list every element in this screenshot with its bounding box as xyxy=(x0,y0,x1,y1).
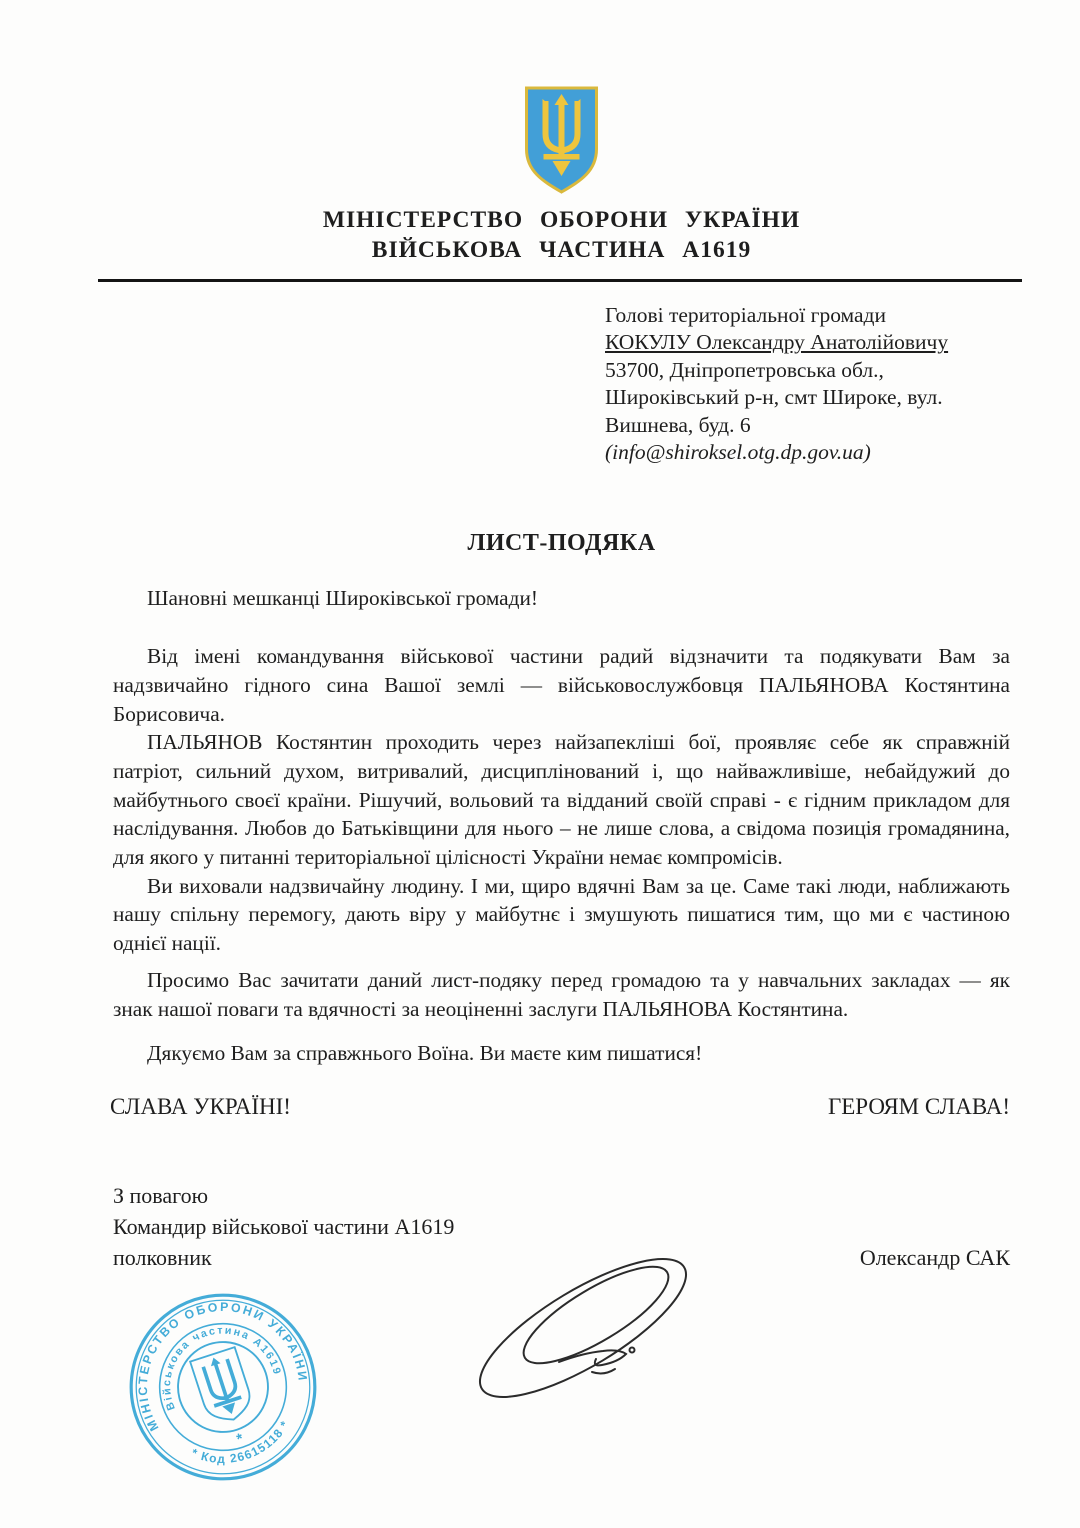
salutation: Шановні мешканці Широківської громади! xyxy=(147,586,538,611)
signoff-position: Командир військової частини А1619 xyxy=(113,1213,455,1239)
handwritten-signature xyxy=(463,1238,711,1416)
letter-content xyxy=(0,85,1080,1273)
svg-text:МІНІСТЕРСТВО ОБОРОНИ УКРАЇНИ xyxy=(128,1292,313,1434)
paragraph-4: Просимо Вас зачитати даний лист-подяку перед громадою та у навчальних закладах — як знак нашої поваги та вдячності за неоціненні заслуги ПАЛЬЯНОВА Костянтина. xyxy=(113,967,1010,1021)
recipient-address-line1: 53700, Дніпропетровська обл., xyxy=(605,357,884,382)
ukraine-coat-of-arms-icon xyxy=(523,85,600,195)
signoff-name: Олександр САК xyxy=(859,1244,1010,1270)
signoff-regards: З повагою xyxy=(113,1182,209,1208)
military-unit-title: ВІЙСЬКОВА ЧАСТИНА А1619 xyxy=(371,237,752,263)
recipient-name: КОКУЛУ Олександру Анатолійовичу xyxy=(605,330,949,355)
slogans-row xyxy=(110,1094,1010,1120)
stamp-center-asterisk: * xyxy=(234,1430,246,1449)
slogan-right: ГЕРОЯМ СЛАВА! xyxy=(827,1093,1010,1119)
signoff-left xyxy=(113,1180,454,1273)
header-divider xyxy=(98,279,1022,282)
letter-title: ЛИСТ-ПОДЯКА xyxy=(467,530,656,557)
recipient-address-line2: Широківський р-н, смт Широке, вул. xyxy=(605,385,943,410)
signoff-rank: полковник xyxy=(113,1244,212,1270)
recipient-address-line3: Вишнева, буд. 6 xyxy=(605,412,751,437)
stamp-trident-icon xyxy=(190,1347,256,1427)
paragraph-2: ПАЛЬЯНОВ Костянтин проходить через найзапекліші бої, проявляє себе як справжній патріот, сильний духом, витривалий, дисциплінований і, що найважливіше, небайдужий до майбутнього своєї країни. Рішучий, вольовий та відданий своїй справі - є гідним прикладом для наслідування. Любов до Батьківщини для нього – не лише слова, а свідома позиція громадянина, для якого у питанні територіальної цілісності України немає компромісів. xyxy=(113,730,1010,870)
paragraph-1: Від імені командування військової частини радий відзначити та подякувати Вам за надзвичайно гідного сина Вашої землі — військовослужбовця ПАЛЬЯНОВА Костянтина Борисовича. xyxy=(113,644,1010,726)
recipient-role: Голові територіальної громади xyxy=(605,303,886,327)
paragraph-3: Ви виховали надзвичайну людину. І ми, щиро вдячні Вам за це. Саме такі люди, наближають нашу спільну перемогу, дають віру у майбутнє і змушують пишатися тим, що ми є частиною однієї нації. xyxy=(113,873,1010,956)
military-unit-stamp xyxy=(128,1292,318,1482)
recipient-block xyxy=(605,302,1010,466)
stamp-inner-text: Військова частина А1619 xyxy=(161,1324,284,1412)
stamp-code-text: * Код 26615118 * xyxy=(189,1417,293,1467)
thanks-line: Дякуємо Вам за справжнього Воїна. Ви маєте ким пишатися! xyxy=(147,1041,703,1066)
stamp-outer-text: МІНІСТЕРСТВО ОБОРОНИ УКРАЇНИ xyxy=(135,1299,310,1434)
ministry-title: МІНІСТЕРСТВО ОБОРОНИ УКРАЇНИ xyxy=(322,207,801,233)
recipient-email: (info@shiroksel.otg.dp.gov.ua) xyxy=(605,440,871,465)
slogan-left: СЛАВА УКРАЇНІ! xyxy=(110,1093,291,1119)
